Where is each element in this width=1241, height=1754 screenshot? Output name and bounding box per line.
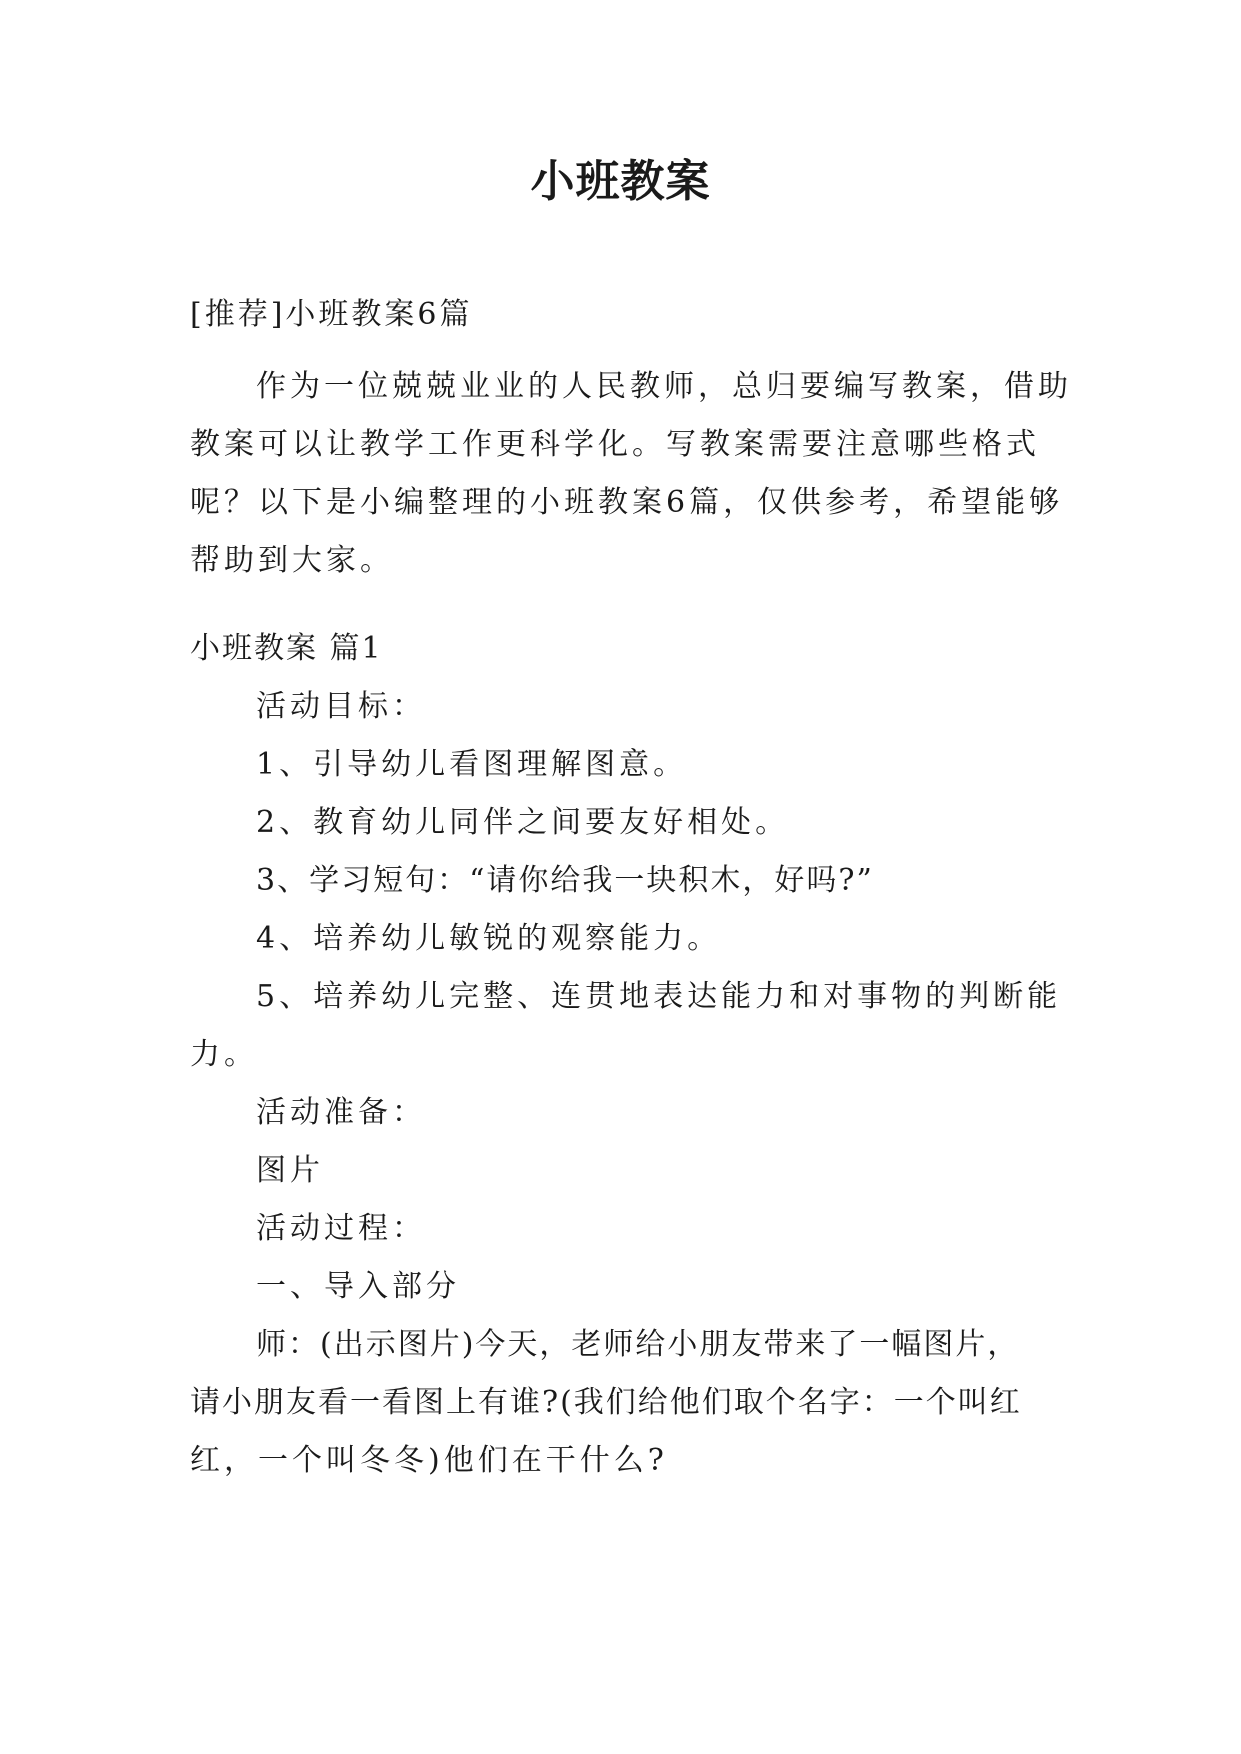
- goal-item: 1、引导幼儿看图理解图意。: [256, 747, 688, 782]
- dialogue-line: 师：(出示图片)今天，老师给小朋友带来了一幅图片，: [256, 1327, 1020, 1362]
- intro-paragraph: [190, 358, 1072, 590]
- document-title: 小班教案: [530, 156, 711, 207]
- dialogue-line: 红，一个叫冬冬)他们在干什么?: [190, 1443, 668, 1478]
- goal-item: 3、学习短句：“请你给我一块积木，好吗?”: [256, 863, 874, 898]
- intro-line: 教案可以让教学工作更科学化。写教案需要注意哪些格式: [190, 427, 1040, 462]
- part-one-heading: 一、导入部分: [256, 1269, 460, 1304]
- section-heading: 小班教案 篇1: [190, 631, 383, 666]
- goal-item: 5、培养幼儿完整、连贯地表达能力和对事物的判断能: [256, 979, 1062, 1014]
- intro-line: 帮助到大家。: [190, 543, 394, 578]
- dialogue-line: 请小朋友看一看图上有谁?(我们给他们取个名字：一个叫红: [190, 1385, 1022, 1420]
- prep-heading: 活动准备：: [256, 1095, 426, 1130]
- goal-item: 4、培养幼儿敏锐的观察能力。: [256, 921, 722, 956]
- intro-line: 作为一位兢兢业业的人民教师，总归要编写教案，借助: [256, 369, 1072, 404]
- goal-item: 2、教育幼儿同伴之间要友好相处。: [256, 805, 790, 840]
- prep-item: 图片: [256, 1153, 324, 1188]
- intro-line: 呢？以下是小编整理的小班教案6篇，仅供参考，希望能够: [190, 485, 1064, 520]
- process-heading: 活动过程：: [256, 1211, 426, 1246]
- goals-heading: 活动目标：: [256, 689, 426, 724]
- goal-item-continuation: 力。: [190, 1037, 258, 1072]
- section-one: [190, 620, 1062, 1490]
- document-subtitle: [推荐]小班教案6篇: [190, 297, 473, 332]
